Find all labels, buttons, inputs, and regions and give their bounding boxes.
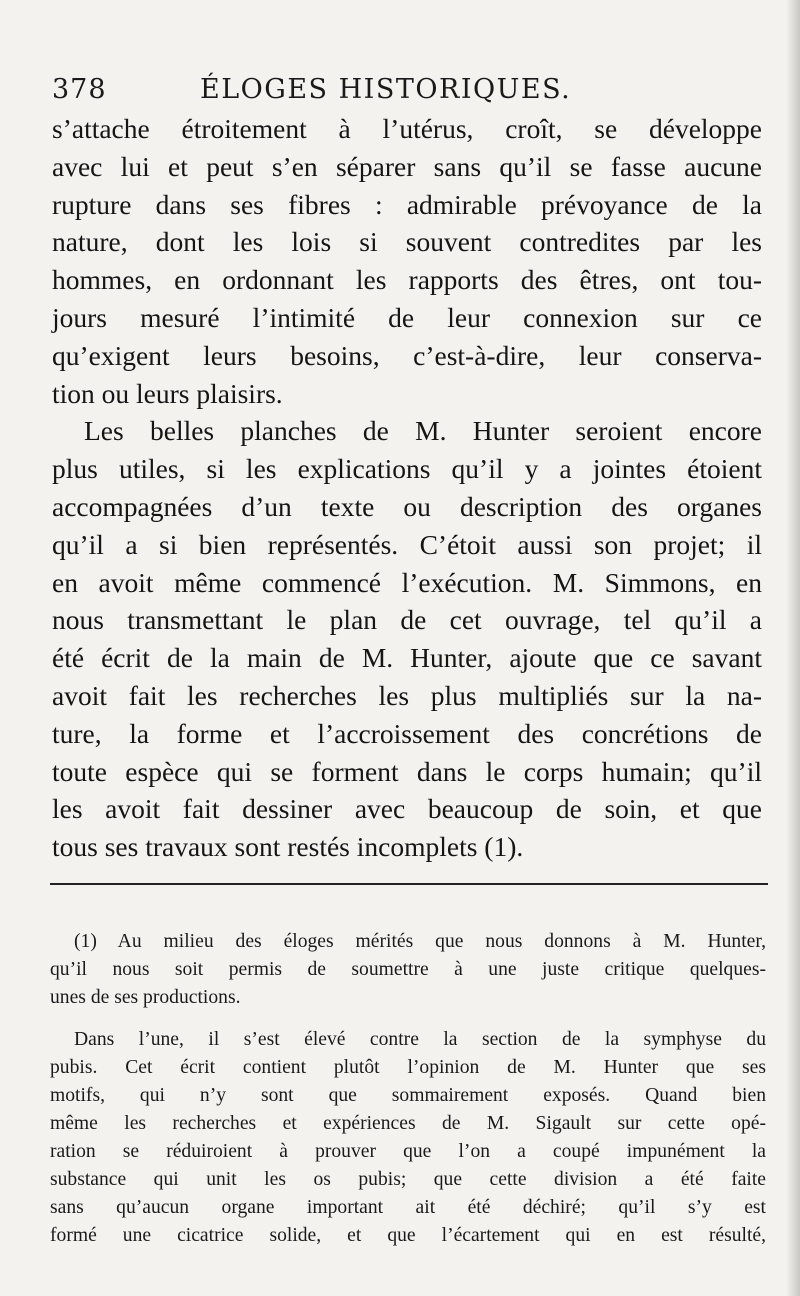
text-line: tous ses travaux sont restés incomplets (1). (52, 831, 524, 863)
footnote-line: formé une cicatrice solide, et que l’écartement qui en est résulté, (50, 1225, 766, 1246)
footnote-line: substance qui unit les os pubis; que cette division a été faite (50, 1169, 766, 1190)
footnote-line: qu’il nous soit permis de soumettre à une juste critique quelques- (50, 959, 766, 980)
text-line: été écrit de la main de M. Hunter, ajoute que ce savant (52, 642, 762, 674)
text-line: ture, la forme et l’accroissement des concrétions de (52, 717, 762, 749)
page-number: 378 (52, 74, 107, 105)
text-line: rupture dans ses fibres : admirable prévoyance de la (52, 188, 762, 220)
running-title: ÉLOGES HISTORIQUES. (200, 74, 572, 105)
text-line: Les belles planches de M. Hunter seroient encore (84, 415, 762, 447)
text-line: s’attache étroitement à l’utérus, croît, se développe (52, 113, 762, 144)
page-header (52, 74, 752, 108)
footnote-continuation (50, 1026, 766, 1250)
footnote-area (50, 928, 766, 1250)
footnote-line: (1) Au milieu des éloges mérités que nous donnons à M. Hunter, (74, 931, 766, 952)
text-line: jours mesuré l’intimité de leur connexion sur ce (52, 301, 762, 333)
footnote-line: motifs, qui n’y sont que sommairement exposés. Quand bien (50, 1085, 766, 1106)
footnote-line: même les recherches et expériences de M. Sigault sur cette opé- (50, 1113, 766, 1134)
text-line: avec lui et peut s’en séparer sans qu’il se fasse aucune (52, 150, 762, 182)
footnote-line: pubis. Cet écrit contient plutôt l’opinion de M. Hunter que ses (50, 1057, 766, 1078)
paragraph-hunter-plates (52, 412, 762, 866)
text-line: les avoit fait dessiner avec beaucoup de soin, et que (52, 793, 762, 825)
text-line: nous transmettant le plan de cet ouvrage, tel qu’il a (52, 604, 762, 636)
footnote-line: unes de ses productions. (50, 987, 241, 1008)
footnote-line: sans qu’aucun organe important ait été déchiré; qu’il s’y est (50, 1197, 766, 1218)
footnote-1 (50, 928, 766, 1012)
main-text (52, 110, 762, 866)
text-line: nature, dont les lois si souvent contredites par les (52, 226, 762, 258)
text-line: toute espèce qui se forment dans le corps humain; qu’il (52, 755, 762, 787)
text-line: qu’il a si bien représentés. C’étoit aussi son projet; il (52, 528, 762, 560)
footnote-divider (50, 883, 768, 885)
footnote-line: Dans l’une, il s’est élevé contre la section de la symphyse du (74, 1029, 766, 1050)
text-line: hommes, en ordonnant les rapports des êtres, ont tou- (52, 264, 762, 296)
text-line: plus utiles, si les explications qu’il y a jointes étoient (52, 453, 762, 485)
paragraph-continuation (52, 110, 762, 412)
text-line: tion ou leurs plaisirs. (52, 377, 283, 409)
text-line: en avoit même commencé l’exécution. M. Simmons, en (52, 566, 762, 598)
text-line: avoit fait les recherches les plus multipliés sur la na- (52, 679, 762, 711)
text-line: accompagnées d’un texte ou description des organes (52, 490, 762, 522)
footnote-line: ration se réduiroient à prouver que l’on a coupé impunément la (50, 1141, 766, 1162)
text-line: qu’exigent leurs besoins, c’est-à-dire, leur conserva- (52, 339, 762, 371)
